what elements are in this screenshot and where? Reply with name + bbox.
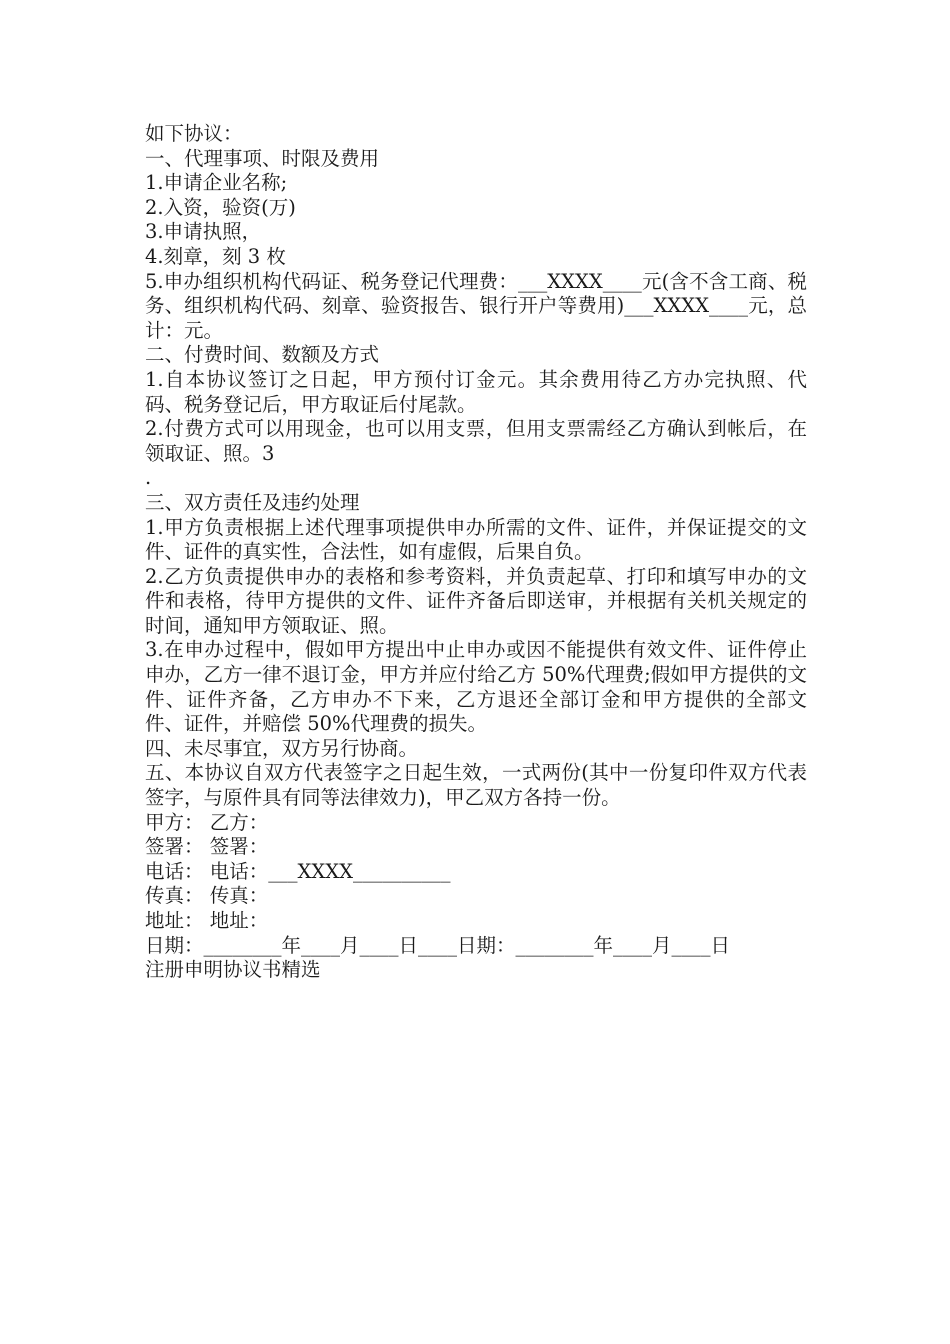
item-3-2: 2.乙方负责提供申办的表格和参考资料，并负责起草、打印和填写申办的文件和表格，待甲方提供的文件、证件齐备后即送审，并根据有关机关规定的时间，通知甲方领取证、照。 bbox=[145, 564, 807, 637]
item-1-4: 4.刻章，刻 3 枚 bbox=[145, 244, 286, 268]
stray-period: . bbox=[145, 466, 152, 490]
item-1-2: 2.入资，验资(万) bbox=[145, 195, 296, 219]
signature-line: 签署： 签署： bbox=[145, 835, 269, 859]
item-3-3: 3.在申办过程中，假如甲方提出中止申办或因不能提供有效文件、证件停止申办，乙方一律不退订金，甲方并应付给乙方 50%代理费;假如甲方提供的文件、证件齐备，乙方申办不下来，乙方退还全部订金和甲方提供的全部文件、证件，并赔偿 50%代理费的损失。 bbox=[145, 638, 807, 736]
fax-line: 传真： 传真： bbox=[145, 884, 269, 908]
item-2-1: 1.自本协议签订之日起，甲方预付订金元。其余费用待乙方办完执照、代码、税务登记后，甲方取证后付尾款。 bbox=[145, 367, 807, 416]
section-heading-1: 一、代理事项、时限及费用 bbox=[145, 146, 380, 170]
document-body bbox=[145, 122, 807, 983]
address-line: 地址： 地址： bbox=[145, 909, 269, 932]
phone-line: 电话： 电话：___XXXX__________ bbox=[145, 859, 451, 883]
item-3-1: 1.甲方负责根据上述代理事项提供申办所需的文件、证件，并保证提交的文件、证件的真实性，合法性，如有虚假，后果自负。 bbox=[145, 515, 807, 564]
section-heading-3: 三、双方责任及违约处理 bbox=[145, 490, 360, 514]
item-2-2: 2.付费方式可以用现金，也可以用支票，但用支票需经乙方确认到帐后，在领取证、照。3 bbox=[145, 417, 807, 465]
document-footer-title: 注册申明协议书精选 bbox=[145, 958, 321, 982]
party-line: 甲方： 乙方： bbox=[145, 810, 269, 834]
item-1-3: 3.申请执照， bbox=[145, 220, 262, 244]
item-1-5: 5.申办组织机构代码证、税务登记代理费：___XXXX____元(含不含工商、税务、组织机构代码、刻章、验资报告、银行开户等费用)___XXXX____元，总计：元。 bbox=[145, 269, 807, 342]
item-1-1: 1.申请企业名称; bbox=[145, 171, 288, 195]
intro-line: 如下协议： bbox=[145, 122, 243, 145]
section-heading-4: 四、未尽事宜，双方另行协商。 bbox=[145, 736, 419, 760]
date-line: 日期：________年____月____日____日期：________年____月____日 bbox=[145, 933, 731, 957]
section-heading-2: 二、付费时间、数额及方式 bbox=[145, 343, 380, 367]
section-heading-5: 五、本协议自双方代表签字之日起生效，一式两份(其中一份复印件双方代表签字，与原件具有同等法律效力)，甲乙双方各持一份。 bbox=[145, 761, 807, 810]
